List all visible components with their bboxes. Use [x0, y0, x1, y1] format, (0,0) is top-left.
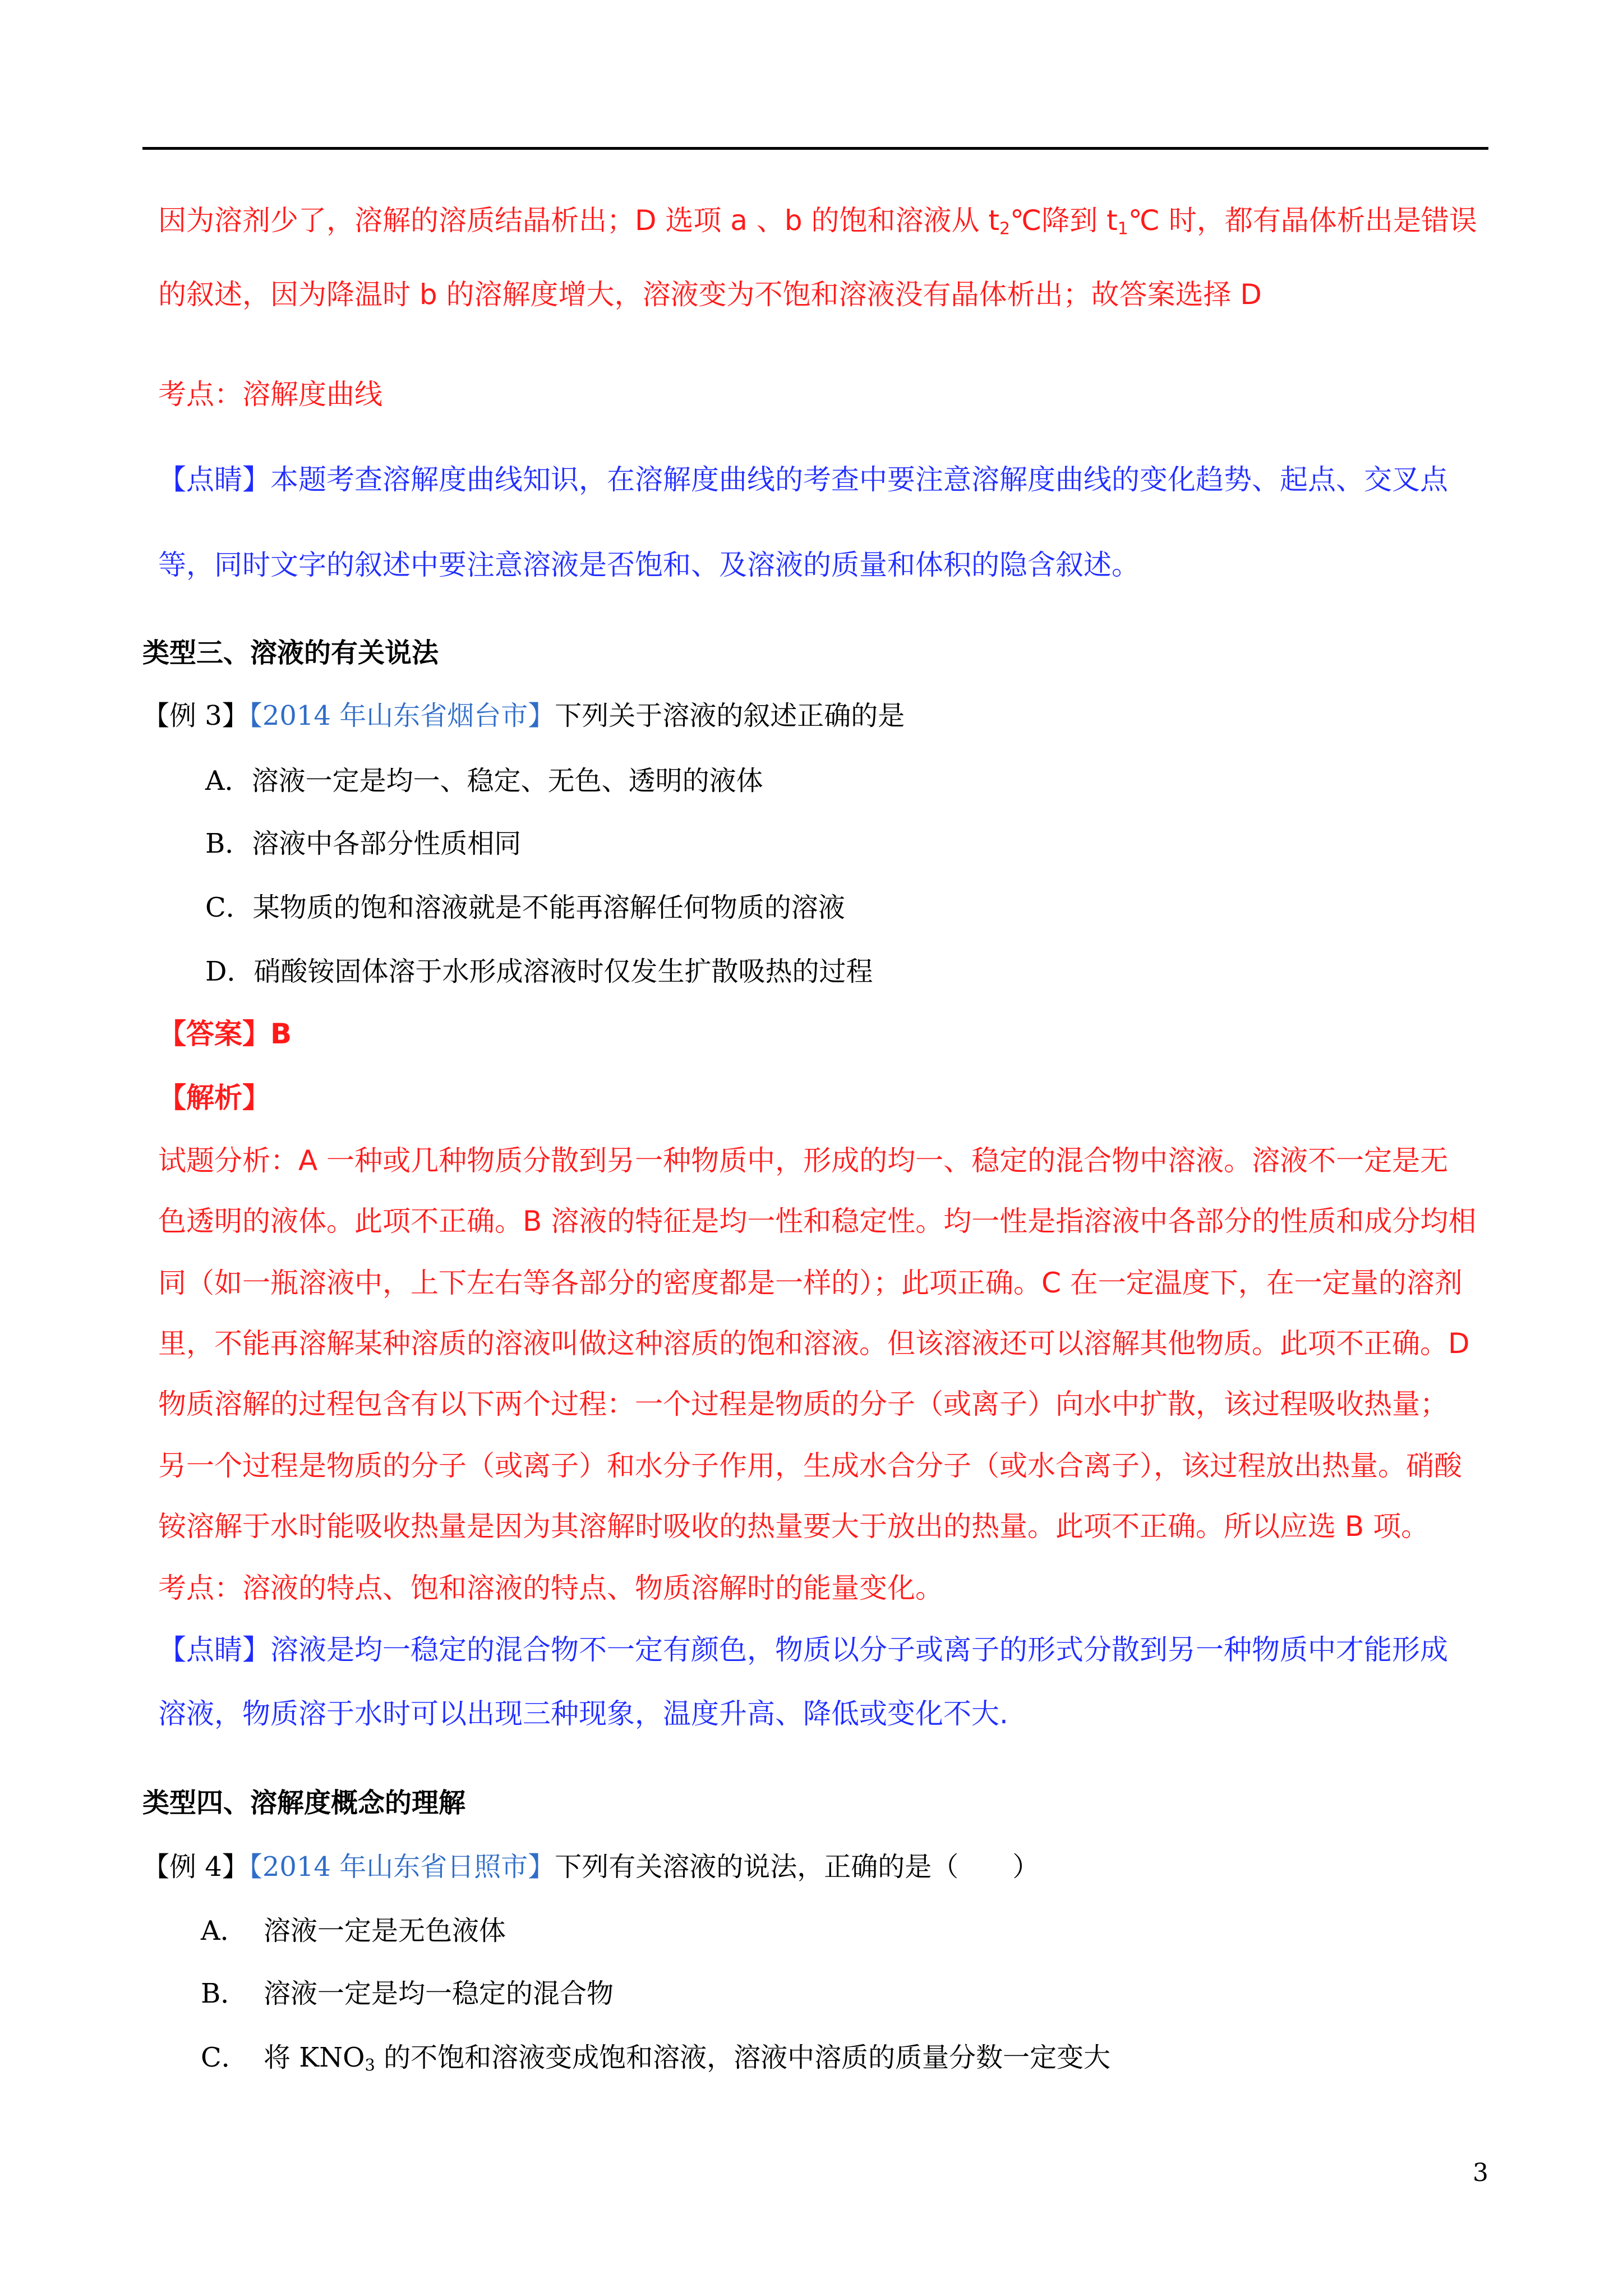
dianjing-1-line-1: 【点睛】本题考查溶解度曲线知识，在溶解度曲线的考查中要注意溶解度曲线的变化趋势、起点、交叉点: [158, 463, 1448, 496]
analysis-continued-line-2: 的叙述，因为降温时 b 的溶解度增大，溶液变为不饱和溶液没有晶体析出；故答案选择 D: [158, 278, 1262, 311]
example3-label: 【例 3】: [142, 700, 249, 731]
analysis-line-1: 试题分析：A 一种或几种物质分散到另一种物质中，形成的均一、稳定的混合物中溶液。溶液不一定是无: [158, 1144, 1449, 1177]
example3-option-c: C．某物质的饱和溶液就是不能再溶解任何物质的溶液: [205, 892, 845, 923]
dianjing-1-line-2: 等，同时文字的叙述中要注意溶液是否饱和、及溶液的质量和体积的隐含叙述。: [158, 549, 1140, 581]
example3-analysis-label: 【解析】: [158, 1082, 270, 1114]
example4-source: 【2014 年山东省日照市】: [248, 1851, 555, 1883]
example4-option-a: [201, 1915, 506, 1947]
dianjing-2-line-2: 溶液，物质溶于水时可以出现三种现象，温度升高、降低或变化不大.: [158, 1697, 1008, 1730]
option-c-text-b: 的不饱和溶液变成饱和溶液，溶液中溶质的质量分数一定变大: [375, 2042, 1111, 2073]
kaodian-1: 考点：溶解度曲线: [158, 378, 382, 411]
example4-option-c: [201, 2044, 1110, 2073]
page-number: 3: [1473, 2159, 1488, 2187]
analysis-continued-line-1: 因为溶剂少了，溶解的溶质结晶析出；D 选项 a 、b 的饱和溶液从 $t_2℃$降到 $t_1℃$ 时，都有晶体析出是错误: [158, 204, 1477, 239]
answer-label: 【答案】: [158, 1018, 270, 1050]
kaodian-2: 考点：溶液的特点、饱和溶液的特点、物质溶解时的能量变化。: [158, 1572, 943, 1604]
analysis-line-3: 同（如一瓶溶液中，上下左右等各部分的密度都是一样的）；此项正确。C 在一定温度下，在一定量的溶剂: [158, 1267, 1463, 1299]
type4-heading: 类型四、溶解度概念的理解: [142, 1787, 466, 1819]
example4-question: 下列有关溶液的说法，正确的是（ ）: [555, 1851, 1040, 1883]
example4-label: 【例 4】: [142, 1851, 249, 1883]
analysis-line-5: 物质溶解的过程包含有以下两个过程：一个过程是物质的分子（或离子）向水中扩散，该过程吸收热量；: [158, 1388, 1448, 1420]
dianjing-2-line-1: 【点睛】溶液是均一稳定的混合物不一定有颜色，物质以分子或离子的形式分散到另一种物质中才能形成: [158, 1634, 1448, 1666]
example3-question: 下列关于溶液的叙述正确的是: [555, 700, 905, 731]
answer-value: B: [270, 1018, 292, 1050]
example3-line: [142, 702, 905, 729]
header-rule: [142, 147, 1488, 150]
example4-line: [142, 1851, 1040, 1883]
example3-option-a: A．溶液一定是均一、稳定、无色、透明的液体: [205, 765, 763, 797]
analysis-line-6: 另一个过程是物质的分子（或离子）和水分子作用，生成水合分子（或水合离子），该过程放出热量。硝酸: [158, 1450, 1462, 1482]
option-a-label: A．: [201, 1915, 247, 1947]
option-b-text: 溶液一定是均一稳定的混合物: [264, 1978, 614, 2009]
analysis-line-7: 铵溶解于水时能吸收热量是因为其溶解时吸收的热量要大于放出的热量。此项不正确。所以应选 B 项。: [158, 1510, 1430, 1543]
example3-source: 【2014 年山东省烟台市】: [248, 700, 555, 731]
example3-option-d: D．硝酸铵固体溶于水形成溶液时仅发生扩散吸热的过程: [205, 956, 873, 987]
option-b-label: B．: [201, 1978, 248, 2009]
option-c-text-a: 将 KNO: [264, 2042, 365, 2073]
option-c-label: C．: [201, 2042, 248, 2073]
option-c-subscript: 3: [365, 2055, 375, 2075]
type3-heading: 类型三、溶液的有关说法: [142, 637, 439, 669]
analysis-line-4: 里，不能再溶解某种溶质的溶液叫做这种溶质的饱和溶液。但该溶液还可以溶解其他物质。此项不正确。D: [158, 1327, 1470, 1360]
example4-option-b: [201, 1980, 614, 2007]
option-a-text: 溶液一定是无色液体: [264, 1915, 506, 1947]
example3-option-b: B．溶液中各部分性质相同: [205, 828, 522, 859]
analysis-line-2: 色透明的液体。此项不正确。B 溶液的特征是均一性和稳定性。均一性是指溶液中各部分的性质和成分均相: [158, 1205, 1477, 1237]
example3-answer: [158, 1020, 292, 1048]
